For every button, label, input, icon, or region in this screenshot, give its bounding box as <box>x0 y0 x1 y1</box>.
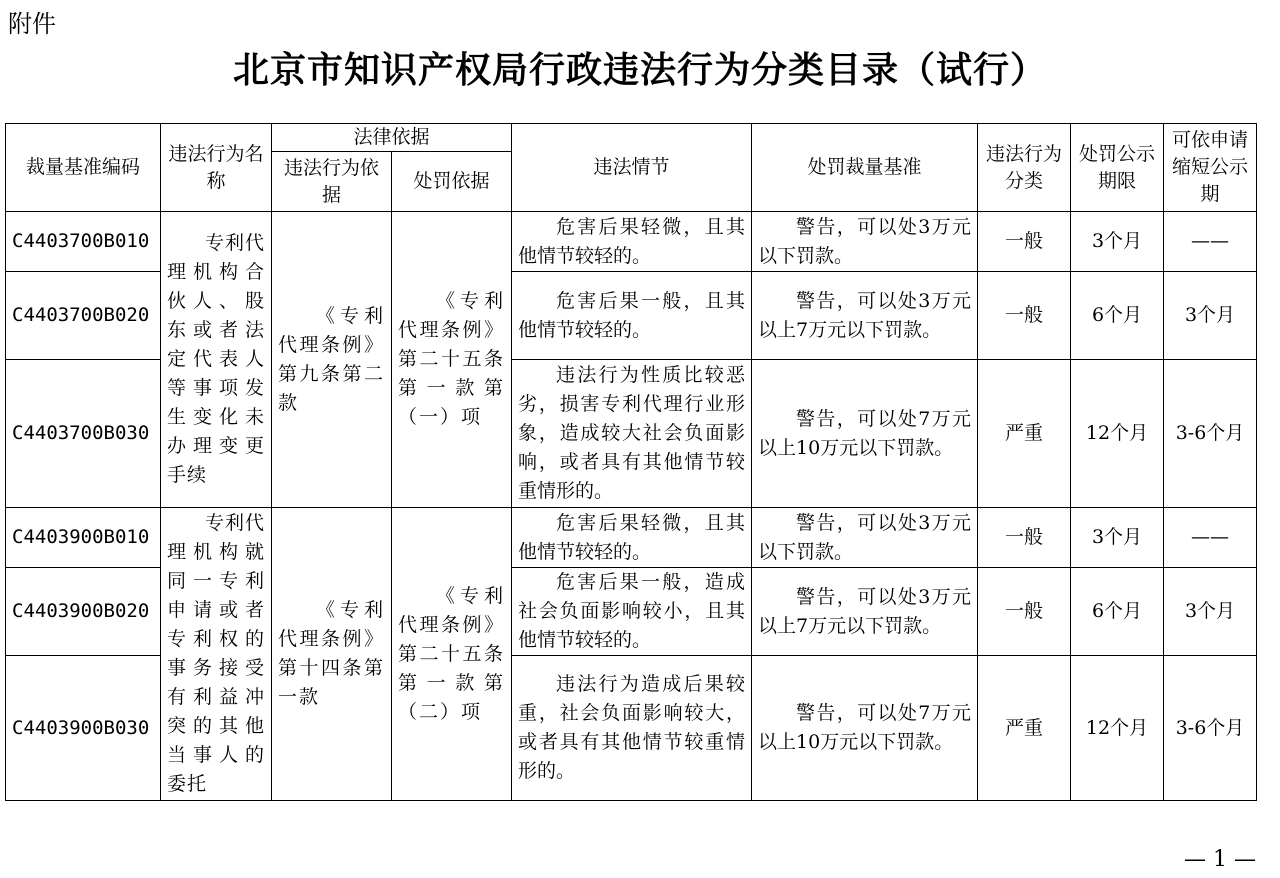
violation-catalog-table <box>5 123 1257 801</box>
row-category: 一般 <box>978 508 1071 568</box>
penalty-basis: 《专利代理条例》第二十五条第一款第（二）项 <box>392 508 512 801</box>
row-category: 严重 <box>978 656 1071 801</box>
row-category: 一般 <box>978 212 1071 272</box>
header-category: 违法行为分类 <box>978 124 1071 212</box>
row-standard: 警告，可以处3万元以上7万元以下罚款。 <box>752 568 978 656</box>
header-penalty-basis: 处罚依据 <box>392 152 512 212</box>
row-standard: 警告，可以处7万元以上10万元以下罚款。 <box>752 656 978 801</box>
row-code: C4403900B030 <box>6 656 161 801</box>
table-row <box>6 212 1257 272</box>
row-shorten: 3个月 <box>1164 568 1257 656</box>
row-standard: 警告，可以处3万元以下罚款。 <box>752 212 978 272</box>
row-circumstances: 危害后果一般，且其他情节较轻的。 <box>512 272 752 360</box>
penalty-basis: 《专利代理条例》第二十五条第一款第（一）项 <box>392 212 512 508</box>
row-standard: 警告，可以处3万元以下罚款。 <box>752 508 978 568</box>
header-row-1 <box>6 124 1257 152</box>
page-number: — 1 — <box>1184 847 1256 872</box>
row-category: 一般 <box>978 272 1071 360</box>
row-period: 3个月 <box>1071 212 1164 272</box>
violation-name: 专利代理机构合伙人、股东或者法定代表人等事项发生变化未办理变更手续 <box>161 212 272 508</box>
row-period: 6个月 <box>1071 568 1164 656</box>
row-shorten: 3-6个月 <box>1164 360 1257 508</box>
row-circumstances: 危害后果轻微，且其他情节较轻的。 <box>512 212 752 272</box>
row-code: C4403900B020 <box>6 568 161 656</box>
attachment-label: 附件 <box>8 10 56 38</box>
header-circumstances: 违法情节 <box>512 124 752 212</box>
row-code: C4403700B020 <box>6 272 161 360</box>
row-period: 12个月 <box>1071 360 1164 508</box>
row-standard: 警告，可以处7万元以上10万元以下罚款。 <box>752 360 978 508</box>
violation-basis: 《专利代理条例》第十四条第一款 <box>272 508 392 801</box>
row-standard: 警告，可以处3万元以上7万元以下罚款。 <box>752 272 978 360</box>
document-title: 北京市知识产权局行政违法行为分类目录（试行） <box>232 50 1047 91</box>
header-legal-basis: 法律依据 <box>272 124 512 152</box>
row-shorten: —— <box>1164 508 1257 568</box>
row-shorten: 3-6个月 <box>1164 656 1257 801</box>
violation-basis: 《专利代理条例》第九条第二款 <box>272 212 392 508</box>
header-code: 裁量基准编码 <box>6 124 161 212</box>
row-circumstances: 危害后果轻微，且其他情节较轻的。 <box>512 508 752 568</box>
header-violation-basis: 违法行为依据 <box>272 152 392 212</box>
row-period: 3个月 <box>1071 508 1164 568</box>
row-category: 严重 <box>978 360 1071 508</box>
row-shorten: —— <box>1164 212 1257 272</box>
row-period: 6个月 <box>1071 272 1164 360</box>
header-standard: 处罚裁量基准 <box>752 124 978 212</box>
row-code: C4403900B010 <box>6 508 161 568</box>
row-shorten: 3个月 <box>1164 272 1257 360</box>
violation-name: 专利代理机构就同一专利申请或者专利权的事务接受有利益冲突的其他当事人的委托 <box>161 508 272 801</box>
row-code: C4403700B030 <box>6 360 161 508</box>
header-shorten: 可依申请缩短公示期 <box>1164 124 1257 212</box>
row-circumstances: 违法行为性质比较恶劣，损害专利代理行业形象，造成较大社会负面影响，或者具有其他情节较重情形的。 <box>512 360 752 508</box>
row-code: C4403700B010 <box>6 212 161 272</box>
row-category: 一般 <box>978 568 1071 656</box>
table-row <box>6 508 1257 568</box>
row-circumstances: 危害后果一般，造成社会负面影响较小，且其他情节较轻的。 <box>512 568 752 656</box>
header-name: 违法行为名称 <box>161 124 272 212</box>
row-period: 12个月 <box>1071 656 1164 801</box>
row-circumstances: 违法行为造成后果较重，社会负面影响较大，或者具有其他情节较重情形的。 <box>512 656 752 801</box>
header-period: 处罚公示期限 <box>1071 124 1164 212</box>
